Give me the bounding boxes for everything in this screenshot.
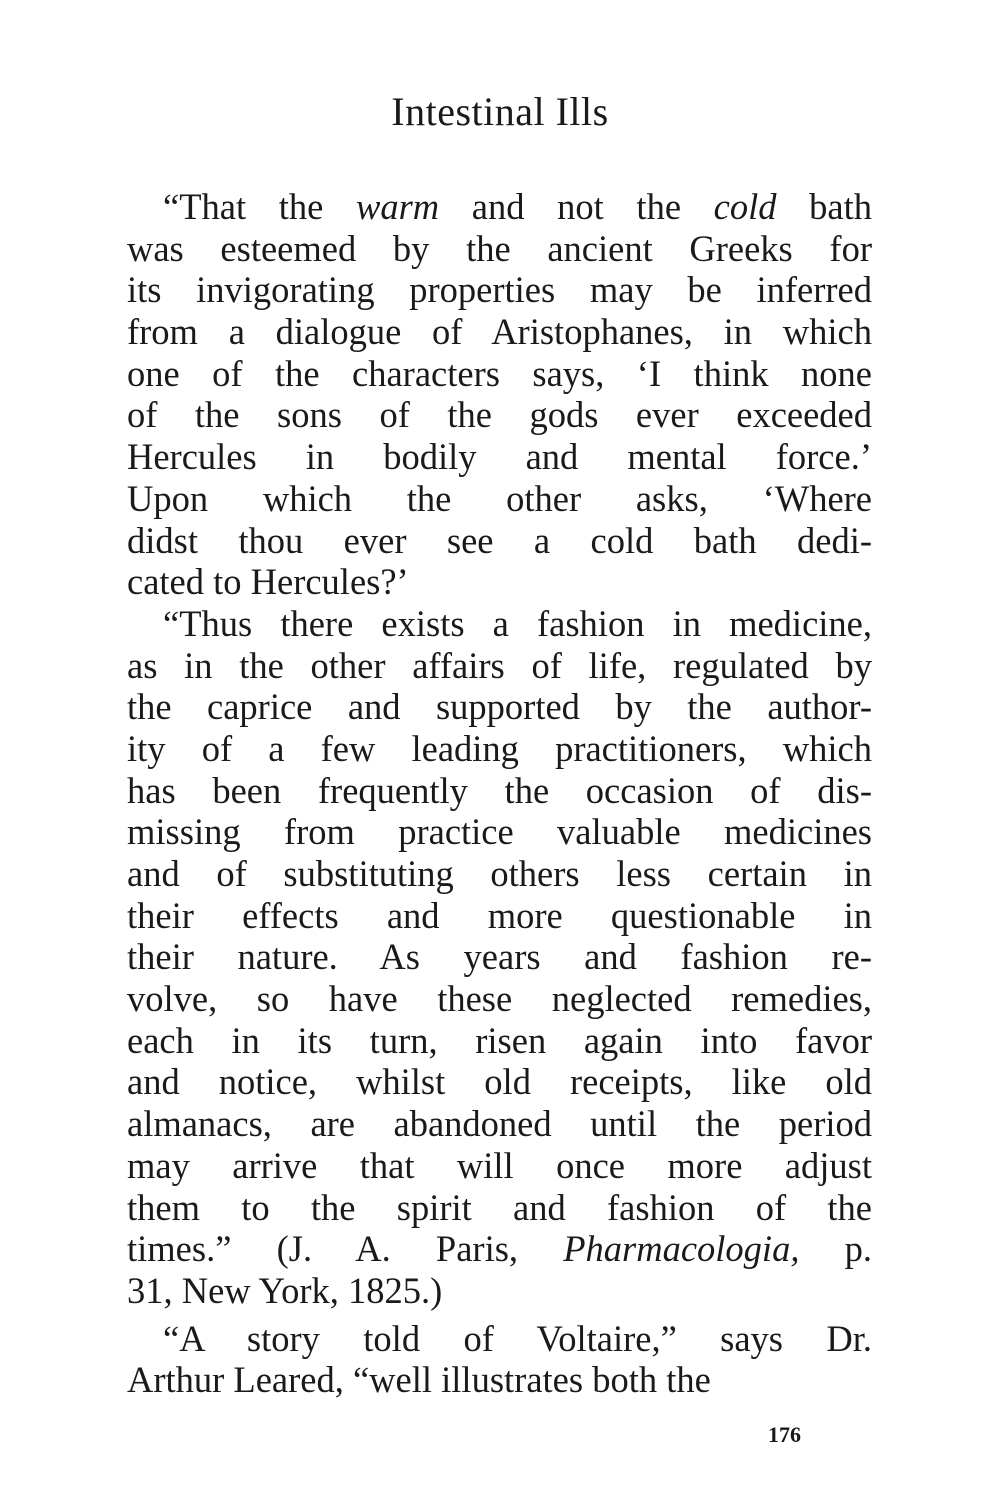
text-line: and notice, whilst old receipts, like old [127, 1061, 872, 1103]
paragraph [127, 1318, 872, 1401]
text-line: “A story told of Voltaire,” says Dr. [163, 1317, 872, 1359]
text-line: its invigorating properties may be inferred [127, 269, 872, 311]
text-line: them to the spirit and fashion of the [127, 1186, 872, 1228]
text-line: Hercules in bodily and mental force.’ [127, 436, 872, 478]
text-line: Arthur Leared, “well illustrates both the [127, 1359, 711, 1401]
text-line: from a dialogue of Aristophanes, in which [127, 311, 872, 353]
text-line: the caprice and supported by the author- [127, 686, 872, 728]
text-line: as in the other affairs of life, regulated by [127, 644, 872, 686]
running-head: Intestinal Ills [391, 89, 609, 134]
text-line: almanacs, are abandoned until the period [127, 1103, 872, 1145]
text-line: one of the characters says, ‘I think none [127, 352, 872, 394]
text-line: missing from practice valuable medicines [127, 811, 872, 853]
text-line: Upon which the other asks, ‘Where [127, 477, 872, 519]
text-line: “Thus there exists a fashion in medicine, [163, 602, 872, 644]
body-text [127, 186, 872, 1401]
text-line: 31, New York, 1825.) [127, 1269, 443, 1311]
text-line: was esteemed by the ancient Greeks for [127, 227, 872, 269]
text-line: their nature. As years and fashion re- [127, 936, 872, 978]
text-line: ity of a few leading practitioners, which [127, 727, 872, 769]
text-line: has been frequently the occasion of dis- [127, 769, 872, 811]
text-line: may arrive that will once more adjust [127, 1144, 872, 1186]
text-line: of the sons of the gods ever exceeded [127, 394, 872, 436]
text-line: their effects and more questionable in [127, 894, 872, 936]
text-line: each in its turn, risen again into favor [127, 1019, 872, 1061]
paragraph [127, 603, 872, 1312]
text-line: volve, so have these neglected remedies, [127, 978, 872, 1020]
text-line: cated to Hercules?’ [127, 561, 409, 603]
text-line: “That the warm and not the cold bath [163, 186, 873, 227]
text-line: and of substituting others less certain in [127, 853, 872, 894]
paragraph [127, 186, 872, 603]
text-line: times.” (J. A. Paris, Pharmacologia, p. [127, 1228, 873, 1270]
page-number: 176 [768, 1422, 801, 1447]
text-line: didst thou ever see a cold bath dedi- [127, 519, 872, 561]
